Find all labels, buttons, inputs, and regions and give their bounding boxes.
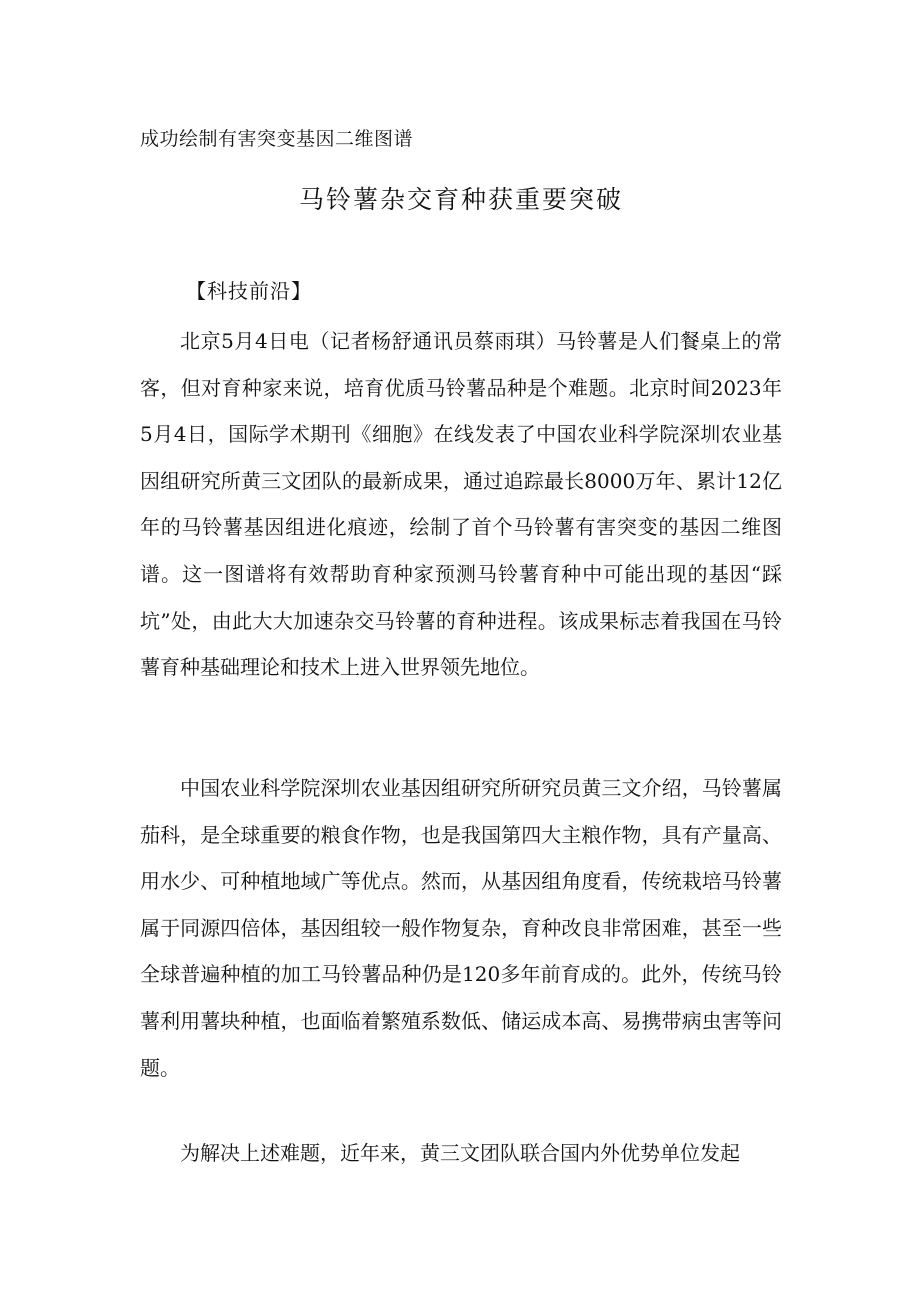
section-tag: 【科技前沿】	[186, 279, 312, 303]
document-title: 马铃薯杂交育种获重要突破	[298, 185, 623, 214]
paragraph-2: 中国农业科学院深圳农业基因组研究所研究员黄三文介绍，马铃薯属茄科，是全球重要的粮食作物，也是我国第四大主粮作物，具有产量高、用水少、可种植地域广等优点。然而，从基因组角度看，传统栽培马铃薯属于同源四倍体，基因组较一般作物复杂，育种改良非常困难，甚至一些全球普遍种植的加工马铃薯品种仍是120多年前育成的。此外，传统马铃薯利用薯块种植，也面临着繁殖系数低、储运成本高、易携带病虫害等问题。	[140, 776, 782, 1080]
paragraph-3: 为解决上述难题，近年来，黄三文团队联合国内外优势单位发起	[180, 1141, 740, 1165]
document-subtitle: 成功绘制有害突变基因二维图谱	[140, 128, 414, 150]
paragraph-1: 北京5月4日电（记者杨舒通讯员蔡雨琪）马铃薯是人们餐桌上的常客，但对育种家来说，培育优质马铃薯品种是个难题。北京时间2023年5月4日，国际学术期刊《细胞》在线发表了中国农业科学院深圳农业基因组研究所黄三文团队的最新成果，通过追踪最长8000万年、累计12亿年的马铃薯基因组进化痕迹，绘制了首个马铃薯有害突变的基因二维图谱。这一图谱将有效帮助育种家预测马铃薯育种中可能出现的基因“踩坑”处，由此大大加速杂交马铃薯的育种进程。该成果标志着我国在马铃薯育种基础理论和技术上进入世界领先地位。	[140, 329, 782, 680]
